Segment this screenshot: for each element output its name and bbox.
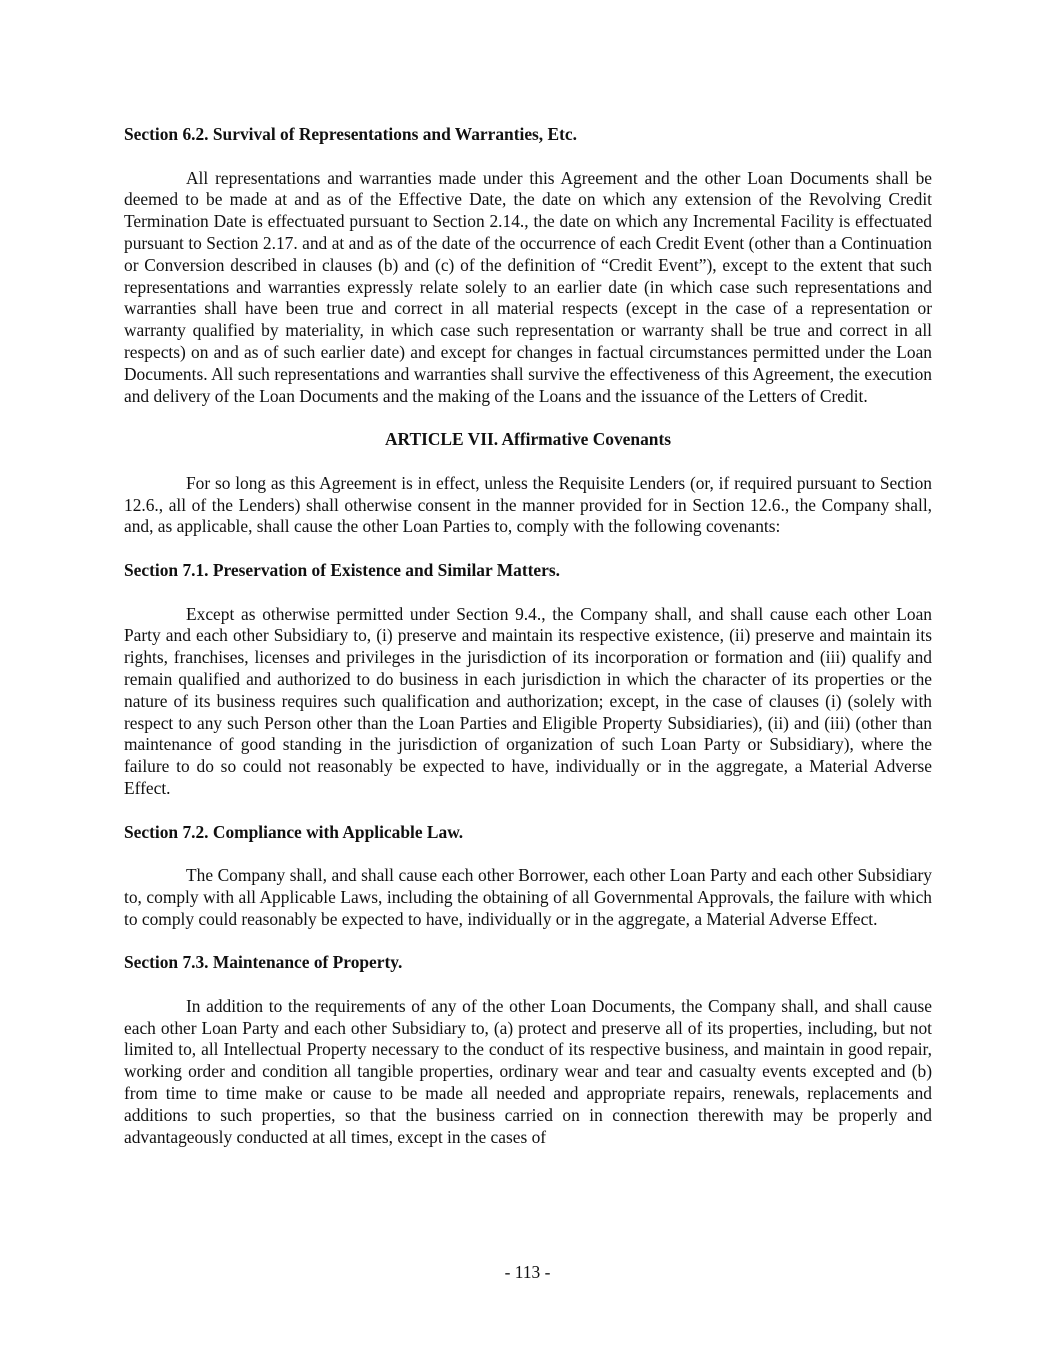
article-title: ARTICLE VII. Affirmative Covenants [384, 429, 672, 450]
document-page [124, 124, 932, 1148]
section-body-6-2: All representations and warranties made under this Agreement and the other Loan Documents shall be deemed to be made at and as of the Effective Date, the date on which any extension of the Revolving Credit Termination Date is effectuated pursuant to Section 2.14., the date on which any Incremental Facility is effectuated pursuant to Section 2.17. and at and as of the date of the occurrence of each Credit Event (other than a Continuation or Conversion described in clauses (b) and (c) of the definition of “Credit Event”), except to the extent that such representations and warranties expressly relate solely to an earlier date (in which case such representations and warranties shall have been true and correct in all material respects (except in the case of a representation or warranty qualified by materiality, in which case such representation or warranty shall be true and correct in all respects) on and as of such earlier date) and except for changes in factual circumstances permitted under the Loan Documents. All such representations and warranties shall survive the effectiveness of this Agreement, the execution and delivery of the Loan Documents and the making of the Loans and the issuance of the Letters of Credit. [124, 167, 932, 406]
article-intro: For so long as this Agreement is in effect, unless the Requisite Lenders (or, if required pursuant to Section 12.6., all of the Lenders) shall otherwise consent in the manner provided for in Section 12.6., the Company shall, and, as applicable, shall cause the other Loan Parties to, comply with the following covenants: [124, 472, 932, 537]
section-heading-7-2: Section 7.2. Compliance with Applicable Law. [124, 821, 464, 842]
page-number: - 113 - [504, 1262, 551, 1282]
section-heading-7-3: Section 7.3. Maintenance of Property. [124, 952, 403, 973]
section-body-7-1: Except as otherwise permitted under Section 9.4., the Company shall, and shall cause each other Loan Party and each other Subsidiary to, (i) preserve and maintain its respective existence, (ii) preserve and maintain its rights, franchises, licenses and privileges in the jurisdiction of its incorporation or formation and (iii) qualify and remain qualified and authorized to do business in each jurisdiction in which the character of its properties or the nature of its business requires such qualification and authorization; except, in the case of clauses (i) (solely with respect to any such Person other than the Loan Parties and Eligible Property Subsidiaries), (ii) and (iii) (other than maintenance of good standing in the jurisdiction of organization of such Loan Party or Subsidiary), where the failure to do so could not reasonably be expected to have, individually or in the aggregate, a Material Adverse Effect. [124, 603, 932, 798]
section-heading-6-2: Section 6.2. Survival of Representations and Warranties, Etc. [124, 124, 577, 144]
section-body-7-3: In addition to the requirements of any of the other Loan Documents, the Company shall, and shall cause each other Loan Party and each other Subsidiary to, (a) protect and preserve all of its properties, including, but not limited to, all Intellectual Property necessary to the conduct of its respective business, and maintain in good repair, working order and condition all tangible properties, ordinary wear and tear and casualty events excepted and (b) from time to time make or cause to be made all needed and appropriate repairs, renewals, replacements and additions to such properties, so that the business carried on in connection therewith may be properly and advantageously conducted at all times, except in the cases of [124, 995, 932, 1147]
section-heading-7-1: Section 7.1. Preservation of Existence and Similar Matters. [124, 559, 560, 580]
section-body-7-2: The Company shall, and shall cause each other Borrower, each other Loan Party and each other Subsidiary to, comply with all Applicable Laws, including the obtaining of all Governmental Approvals, the failure with which to comply could reasonably be expected to have, individually or in the aggregate, a Material Adverse Effect. [124, 865, 932, 929]
